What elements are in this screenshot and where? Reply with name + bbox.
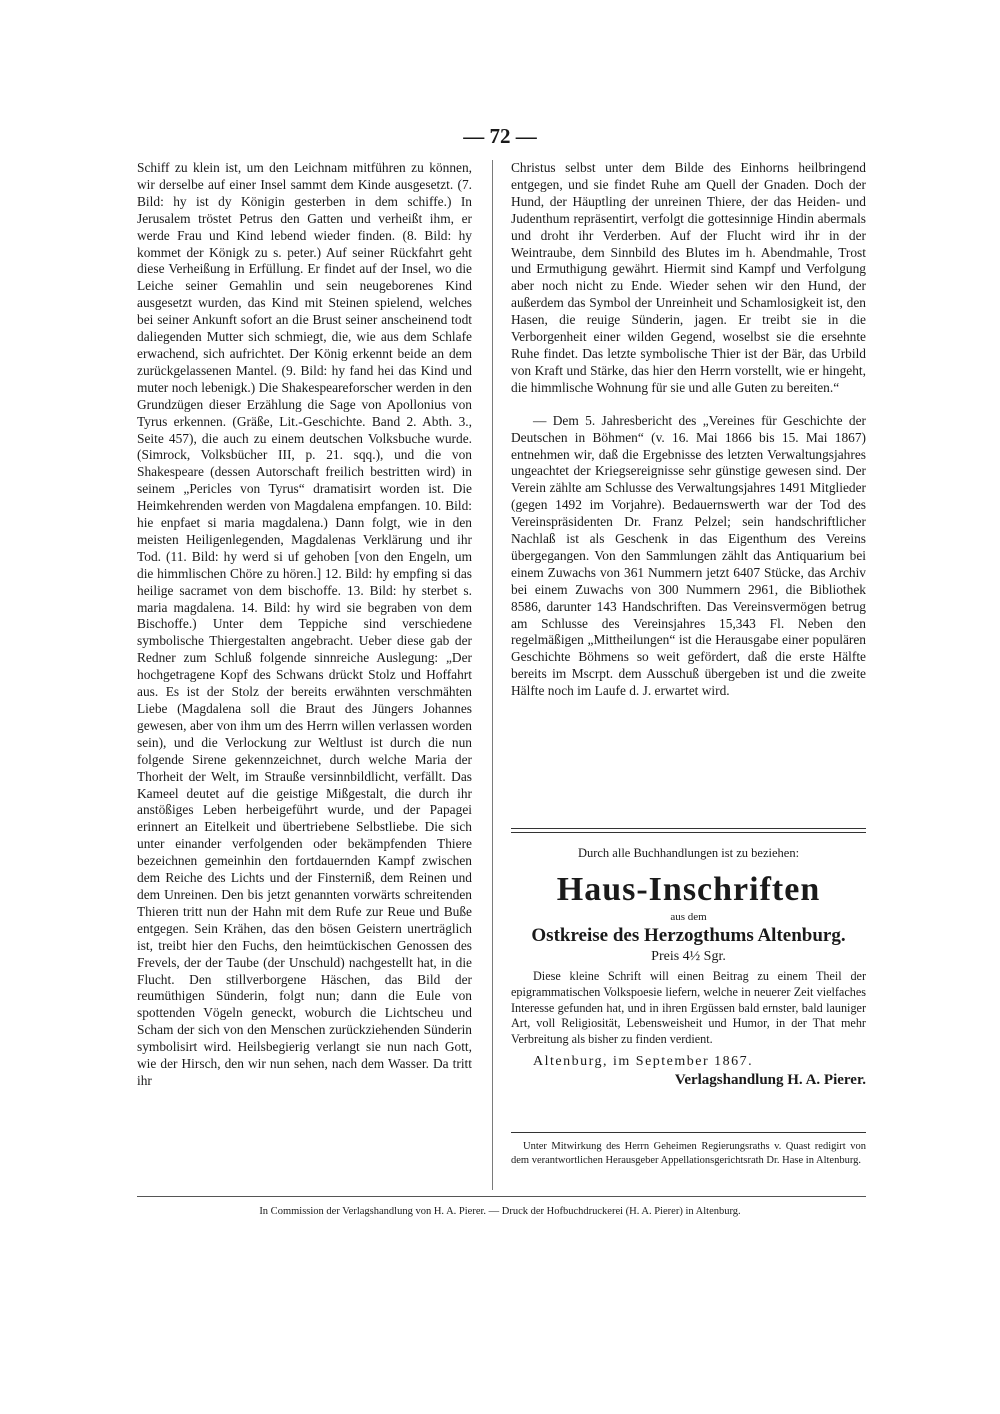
advertisement	[511, 842, 866, 1089]
imprint: In Commission der Verlagshandlung von H. A. Pierer. — Druck der Hofbuchdruckerei (H. A. Pierer) in Altenburg.	[259, 1206, 741, 1217]
right-column	[511, 160, 866, 700]
column-divider	[492, 160, 493, 1190]
advertisement-publisher: Verlagshandlung H. A. Pierer.	[674, 1071, 866, 1088]
advertisement-description: Diese kleine Schrift will einen Beitrag zu einem Theil der epigrammatischen Volkspoesie liefern, welche in neuerer Zeit vielfaches Interesse gefunden hat, und in ihren Ergüssen bald ernster, bald launiger Art, voll Religiosität, Lebensweisheit und Humor, in der That mehr Verbreitung als bisher zu finden verdient.	[511, 969, 866, 1047]
left-paragraph-1: Schiff zu klein ist, um den Leichnam mitführen zu können, wir derselbe auf einer Insel sammt dem Kinde ausgesetzt. (7. Bild: hy ist dy Königin gesterben in dem schiffe.) In Jerusalem tröstet Petrus den Gatten und verheißt ihm, er werde Frau und Kind lebend wieder finden. (8. Bild: hy kommet der Königk zu s. peter.) Auf seiner Rückfahrt geht diese Verheißung in Erfüllung. Er findet auf der Insel, wo die Leiche seiner Gemahlin und sein neugeborenes Kind ausgesetzt wurden, das Kind mit Steinen spielend, welches bei seiner Ankunft sofort an die Brust seiner anscheinend todt daliegenden Mutter sich schmiegt, die, wie aus dem Schlafe erwachend, sich aufrichtet. Der König erkennt beide an dem zurückgelassenen Mantel. (9. Bild: hy fand hei das Kind und muter noch lebenigk.) Die Shakespeareforscher werden in den Grundzügen dieser Erzählung die Sage von Apollonius von Tyrus erkennen. (Gräße, Lit.-Geschichte. Band 2. Abth. 3., Seite 457), die auch zu einem deutschen Volksbuche wurde. (Simrock, Volksbücher III, p. 21. sqq.), und die von Shakespeare (dessen Autorschaft freilich bestritten wird) in seinem „Pericles von Tyrus“ dramatisirt worden ist. Die Heimkehrenden werden von Magdalena empfangen. 10. Bild: hie enpfaet si maria magdalena.) Dann folgt, wie in den meisten Heiligenlegenden, Magdalenas Verklärung und ihr Tod. (11. Bild: hy werd si uf gehoben [von den Engeln, um die himmlischen Chöre zu hören.] 12. Bild: hy empfing si das heilige sacramet von dem bischoffe. 13. Bild: hy sterbet s. maria magdalena. 14. Bild: hy wird sie begraben von dem Bischoffe.) Unter dem Teppiche sind verschiedene symbolische Thiergestalten angebracht. Ueber diese gab der Redner zum Schluß folgende sinnreiche Auslegung: „Der hochgetragene Kopf des Schwans drückt Stolz und Hoffahrt aus. Es ist der Stolz der bereits erwähnten verschmähten Liebe (Magdalena soll die Braut des Jüngers Johannes gewesen, aber von ihm um des Herrn willen verlassen worden sein), und die Verlockung zur Weltlust ist durch die nun folgende Sirene gekennzeichnet, durch welche Maria der Thorheit der Welt, im Strauße versinnbildlicht, verfällt. Das Kameel deutet auf die geistige Mißgestalt, die durch ihr anstößiges Leben herbeigeführt wurde, und der Papagei erinnert an Eitelkeit und übertriebene Selbstliebe. Die sich unter einander verfolgenden oder bekämpfenden Thiere bezeichnen gemeinhin den fortdauernden Kampf zwischen dem Reiche des Lichts und der Finsterniß, dem Reinen und dem Unreinen. Den bis jetzt genannten vorwärts schreitenden Thieren tritt nun der Hahn mit dem Rufe zur Reue und Buße entgegen. Sein Krähen, das den bösen Geistern unerträglich ist, treibt hier den Fuchs, den heimtückischen Genossen des Frevels, der der Taube (der Unschuld) nachgestellt hat, in die Flucht. Den stillverborgene Häschen, das Bild der reumüthigen Sünderin, folgt nun; dann die Eule von spottenden Vögeln geneckt, woburch die Lichtscheu und Scham der sich von den Menschen zurückziehenden Sünderin symbolisirt wird. Heilsbegierig verlangt sie nun nach Gott, wie der Hirsch, den wir nun sehen, nach dem Wasser. Da tritt ihr	[137, 160, 472, 1088]
page-number: — 72 —	[463, 124, 537, 148]
advertisement-title: Haus-Inschriften	[556, 871, 821, 908]
advertisement-price: Preis 4½ Sgr.	[651, 949, 726, 964]
advertisement-intro: Durch alle Buchhandlungen ist zu beziehen:	[577, 846, 800, 860]
editor-note: Unter Mitwirkung des Herrn Geheimen Regierungsraths v. Quast redigirt von dem verantwortlichen Herausgeber Appellationsgerichtsrath Dr. Hase in Altenburg.	[511, 1141, 866, 1166]
advertisement-dateline: Altenburg, im September 1867.	[533, 1053, 754, 1069]
right-paragraph-2: — Dem 5. Jahresbericht des „Vereines für Geschichte der Deutschen in Böhmen“ (v. 16. Mai 1866 bis 15. Mai 1867) entnehmen wir, daß die Ergebnisse des letzten Verwaltungsjahres ungeachtet der Kriegsereignisse sehr günstige gewesen sind. Der Verein zählte am Schlusse des Verwaltungsjahres 1491 Mitglieder (gegen 1492 im Vorjahre). Bedauernswerth war der Tod des Vereinspräsidenten Dr. Franz Pelzel; sein handschriftlicher Nachlaß ist als Geschenk in das Eigenthum des Vereins übergegangen. Von den Sammlungen zählt das Antiquarium bei einem Zuwachs von 361 Nummern jetzt 6407 Stücke, das Archiv bei einem Zuwachs von 300 Nummern 2961, die Bibliothek 8586, darunter 143 Handschriften. Das Vereinsvermögen betrug am Schlusse des Vereinsjahres 15,343 Fl. Neben den regelmäßigen „Mittheilungen“ ist die Herausgabe einer populären Geschichte Böhmens so weit gefördert, daß die erste Hälfte bereits im Mscrpt. dem Ausschuß übergeben ist und die zweite Hälfte noch im Laufe d. J. erwartet wird.	[511, 412, 866, 699]
advertisement-subtitle: Ostkreise des Herzogthums Altenburg.	[531, 925, 846, 946]
imprint-rule	[137, 1196, 866, 1197]
advertisement-top-rule	[511, 828, 866, 833]
advertisement-from: aus dem	[670, 911, 707, 923]
left-column	[137, 160, 472, 1190]
right-paragraph-1: Christus selbst unter dem Bilde des Einhorns heilbringend entgegen, und sie findet Ruhe am Quell der Gnaden. Doch der Hund, der Häuptling der unreinen Thiere, der das Heiden- und Judenthum repräsentirt, verfolgt die gottesinnige Hindin abermals und droht ihr Verderben. Auf der Flucht wird ihr in der Weintraube, dem Sinnbild des Blutes im h. Abendmahle, Trost und Ermuthigung gewährt. Hiermit sind Kampf und Verfolgung aber noch nicht zu Ende. Wieder sehen wir den Hund, der außerdem das Symbol der Unreinheit und Schamlosigkeit ist, den Hasen, die reuige Sünderin, jagen. Er treibt sie in die Verborgenheit einer wilden Gegend, woselbst sie die ersehnte Ruhe findet. Das letzte symbolische Thier ist der Bär, das Urbild von Kraft und Stärke, das hier den Herrn vorstellt, wie er hingeht, die himmlische Wohnung für sie und alle Guten zu bereiten.“	[511, 160, 866, 395]
editor-note-rule	[511, 1132, 866, 1133]
